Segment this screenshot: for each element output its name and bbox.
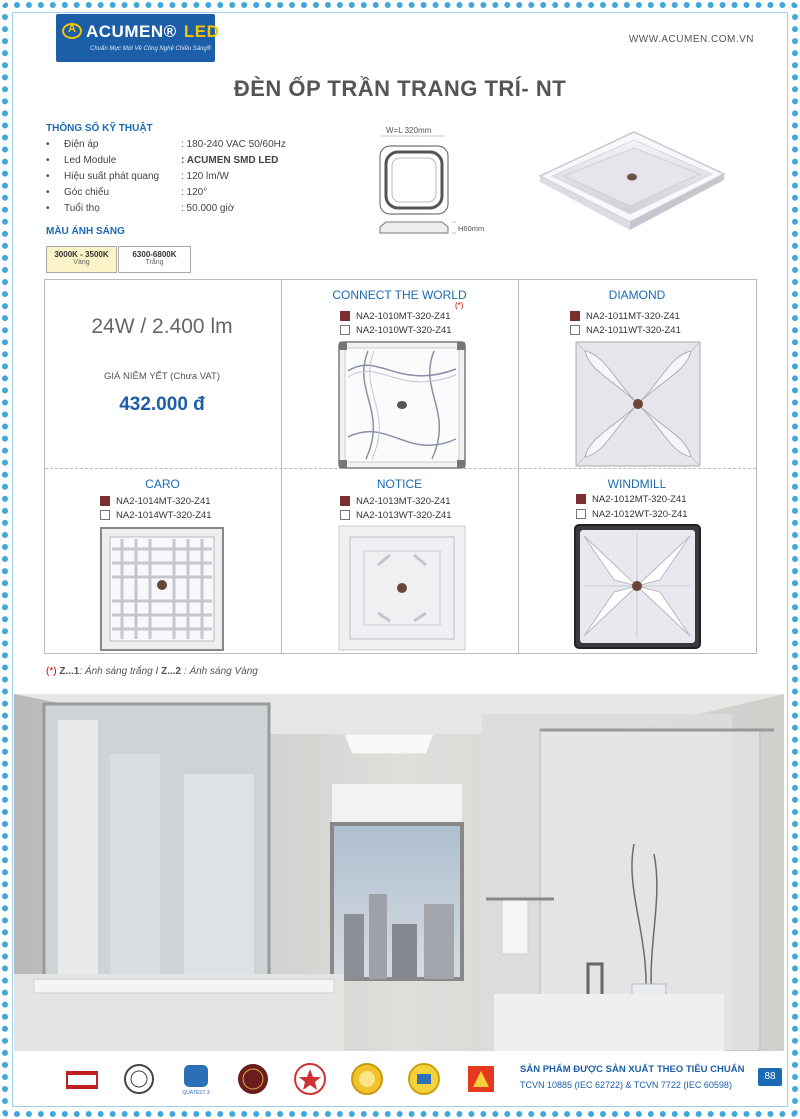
standard-codes: TCVN 10885 (IEC 62722) & TCVN 7722 (IEC 60598) <box>520 1080 732 1090</box>
model-title-diamond: DIAMOND <box>608 288 666 302</box>
spec-row: • Tuổi thọ : 50.000 giờ <box>46 203 235 214</box>
white-color-box <box>340 510 350 520</box>
star-award-icon <box>294 1063 326 1095</box>
width-label: W=L 320mm <box>386 126 432 135</box>
specs-list <box>46 139 286 219</box>
model-code-warm[interactable]: NA2-1013MT-320-Z41 <box>340 495 451 507</box>
white-color-box <box>570 325 580 335</box>
light-code-footnote: (*) Z...1: Ánh sáng trắng I Z...2 : Ánh sáng Vàng <box>46 666 258 677</box>
height-label: H60mm <box>458 224 485 233</box>
white-color-box <box>576 509 586 519</box>
bureau-veritas-icon <box>123 1063 155 1095</box>
model-code-white[interactable]: NA2-1010WT-320-Z41 <box>340 324 452 336</box>
bathroom-photo <box>14 694 784 1051</box>
spec-row: • Led Module : ACUMEN SMD LED <box>46 155 279 166</box>
model-title-notice: NOTICE <box>376 477 423 491</box>
standard-heading: SẢN PHẨM ĐƯỢC SẢN XUẤT THEO TIÊU CHUẨN <box>520 1064 745 1075</box>
white-color-box <box>340 325 350 335</box>
model-title-caro: CARO <box>145 477 180 491</box>
trusted-brand-icon <box>237 1063 269 1095</box>
certification-logos <box>66 1063 522 1095</box>
spec-row: • Hiệu suất phát quang : 120 lm/W <box>46 171 229 182</box>
model-title-connect-the-world: CONNECT THE WORLD <box>332 288 467 302</box>
page-number: 88 <box>758 1068 782 1086</box>
warm-light-swatch: 3000K - 3500K Vàng <box>46 246 117 273</box>
white-light-swatch: 6300-6800K Trắng <box>118 246 191 273</box>
grid-divider <box>518 280 519 653</box>
grid-divider <box>281 280 282 653</box>
model-code-warm[interactable]: NA2-1010MT-320-Z41 <box>340 310 451 322</box>
spec-row: • Góc chiếu : 120° <box>46 187 208 198</box>
warm-color-box <box>340 496 350 506</box>
model-code-white[interactable]: NA2-1014WT-320-Z41 <box>100 509 212 521</box>
warm-color-box <box>570 311 580 321</box>
specs-heading: THÔNG SỐ KỸ THUẬT <box>46 123 153 134</box>
warm-color-box <box>100 496 110 506</box>
price-value: 432.000 đ <box>119 394 205 415</box>
model-code-white[interactable]: NA2-1011WT-320-Z41 <box>570 324 681 336</box>
spec-row: • Điện áp : 180-240 VAC 50/60Hz <box>46 139 286 150</box>
model-code-warm[interactable]: NA2-1012MT-320-Z41 <box>576 493 687 505</box>
lamp-image-notice <box>338 525 466 651</box>
lamp-image-caro <box>100 527 224 651</box>
page-title: ĐÈN ỐP TRẦN TRANG TRÍ- NT <box>233 76 567 101</box>
vietnam-quality-icon <box>465 1063 497 1095</box>
warm-color-box <box>340 311 350 321</box>
logo-wordmark: AACUMEN® LED <box>62 22 219 42</box>
lamp-image-diamond <box>575 341 701 467</box>
model-code-white[interactable]: NA2-1012WT-320-Z41 <box>576 508 688 520</box>
lamp-image-connect-the-world <box>338 341 466 469</box>
model-title-windmill: WINDMILL <box>607 477 667 491</box>
warm-color-box <box>576 494 586 504</box>
model-code-warm[interactable]: NA2-1011MT-320-Z41 <box>570 310 680 322</box>
quatest-icon <box>180 1063 212 1095</box>
price-label: GIÁ NIÊM YẾT (Chưa VAT) <box>104 371 220 382</box>
hero-lamp-image <box>534 118 730 238</box>
brand-logo[interactable] <box>56 14 220 62</box>
white-color-box <box>100 510 110 520</box>
logo-tagline: Chuẩn Mực Mới Về Công Nghệ Chiếu Sáng® <box>90 46 212 52</box>
model-code-white[interactable]: NA2-1013WT-320-Z41 <box>340 509 452 521</box>
dimension-drawing <box>372 124 498 244</box>
note-mark: (*) <box>455 301 464 310</box>
lamp-image-windmill <box>574 524 701 649</box>
power-output: 24W / 2.400 lm <box>91 315 233 338</box>
medal-award-icon <box>408 1063 440 1095</box>
iso-cert-icon <box>66 1063 98 1095</box>
model-code-warm[interactable]: NA2-1014MT-320-Z41 <box>100 495 211 507</box>
gold-award-icon <box>351 1063 383 1095</box>
logo-mark-icon <box>62 23 82 39</box>
website-link[interactable]: WWW.ACUMEN.COM.VN <box>628 34 754 45</box>
svg-text:QUATEST 3: QUATEST 3 <box>182 1090 210 1095</box>
light-color-heading: MÀU ÁNH SÁNG <box>46 226 125 237</box>
